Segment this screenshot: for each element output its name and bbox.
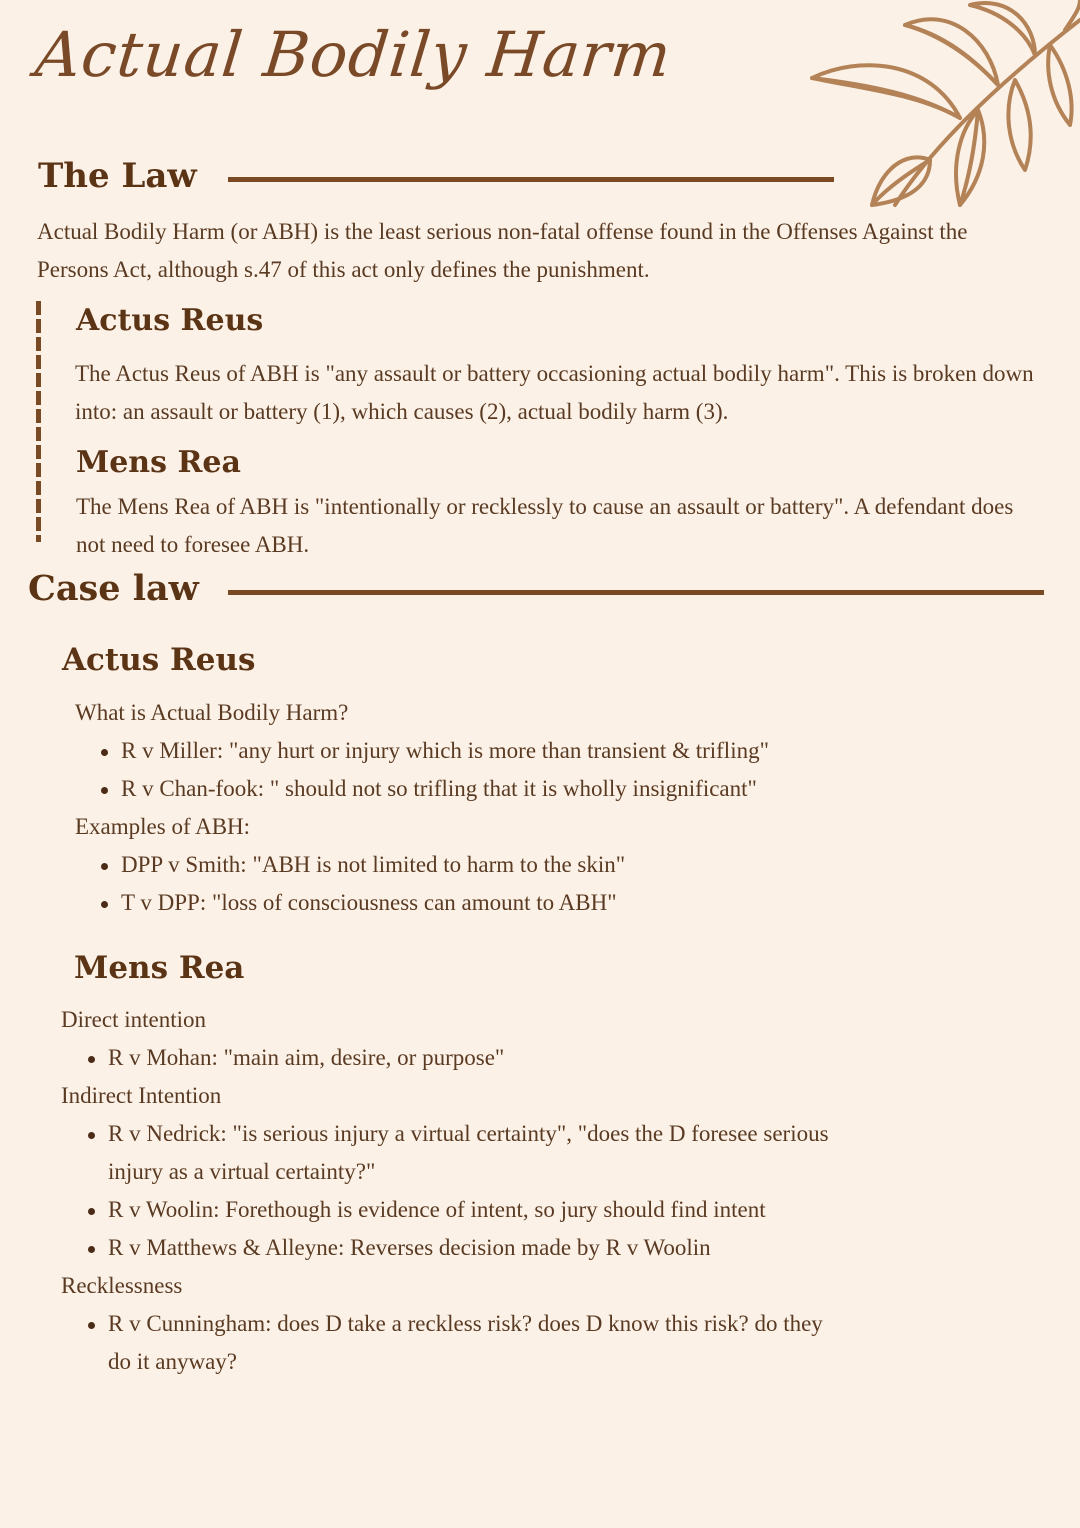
what-is-abh-list (121, 732, 769, 808)
bullet-icon (101, 787, 108, 794)
bullet-icon (101, 863, 108, 870)
indirect-intention-label: Indirect Intention (61, 1083, 222, 1108)
list-item: R v Woolin: Forethough is evidence of intent, so jury should find intent (108, 1191, 829, 1229)
law-mens-rea-heading: Mens Rea (76, 445, 241, 480)
bullet-icon (88, 1208, 95, 1215)
list-item-continuation: injury as a virtual certainty?" (108, 1159, 376, 1184)
list-item-continuation: do it anyway? (108, 1349, 238, 1374)
list-item: T v DPP: "loss of consciousness can amount to ABH" (121, 884, 625, 922)
dashed-sidebar (36, 301, 41, 542)
case-mens-rea-heading: Mens Rea (74, 950, 245, 986)
list-item: R v Nedrick: "is serious injury a virtual certainty", "does the D foresee serious (108, 1115, 829, 1153)
case-actus-reus-heading: Actus Reus (62, 642, 256, 678)
indirect-intention-list (108, 1115, 829, 1267)
bullet-icon (88, 1132, 95, 1139)
law-mens-rea-text: The Mens Rea of ABH is "intentionally or recklessly to cause an assault or battery". A defendant does not need to foresee ABH. (76, 494, 1014, 557)
bullet-icon (101, 901, 108, 908)
the-law-divider (228, 177, 834, 182)
bullet-icon (88, 1056, 95, 1063)
bullet-icon (101, 749, 108, 756)
law-actus-reus-text: The Actus Reus of ABH is "any assault or battery occasioning actual bodily harm". This is broken down into: an assault or battery (1), which causes (2), actual bodily harm (3). (75, 361, 1034, 424)
examples-of-abh-list (121, 846, 625, 922)
the-law-heading: The Law (38, 156, 197, 196)
case-law-heading: Case law (28, 568, 199, 609)
bullet-icon (88, 1322, 95, 1329)
examples-of-abh-label: Examples of ABH: (75, 814, 251, 839)
direct-intention-list (108, 1039, 504, 1077)
recklessness-list (108, 1305, 823, 1381)
list-item: R v Miller: "any hurt or injury which is more than transient & trifling" (121, 732, 769, 770)
list-item: R v Cunningham: does D take a reckless risk? does D know this risk? do they (108, 1305, 823, 1343)
page-title: Actual Bodily Harm (32, 18, 676, 91)
recklessness-label: Recklessness (61, 1273, 183, 1298)
the-law-paragraph: Actual Bodily Harm (or ABH) is the least serious non-fatal offense found in the Offenses Against the Persons Act, although s.47 of this act only defines the punishment. (37, 219, 968, 282)
leaf-decoration-icon (810, 0, 1080, 215)
bullet-icon (88, 1246, 95, 1253)
list-item: R v Chan-fook: " should not so trifling that it is wholly insignificant" (121, 770, 769, 808)
direct-intention-label: Direct intention (61, 1007, 206, 1032)
what-is-abh-label: What is Actual Bodily Harm? (75, 700, 349, 725)
list-item: DPP v Smith: "ABH is not limited to harm to the skin" (121, 846, 625, 884)
law-actus-reus-heading: Actus Reus (76, 303, 264, 338)
list-item: R v Mohan: "main aim, desire, or purpose" (108, 1039, 504, 1077)
case-law-divider (228, 590, 1044, 595)
list-item: R v Matthews & Alleyne: Reverses decision made by R v Woolin (108, 1229, 829, 1267)
